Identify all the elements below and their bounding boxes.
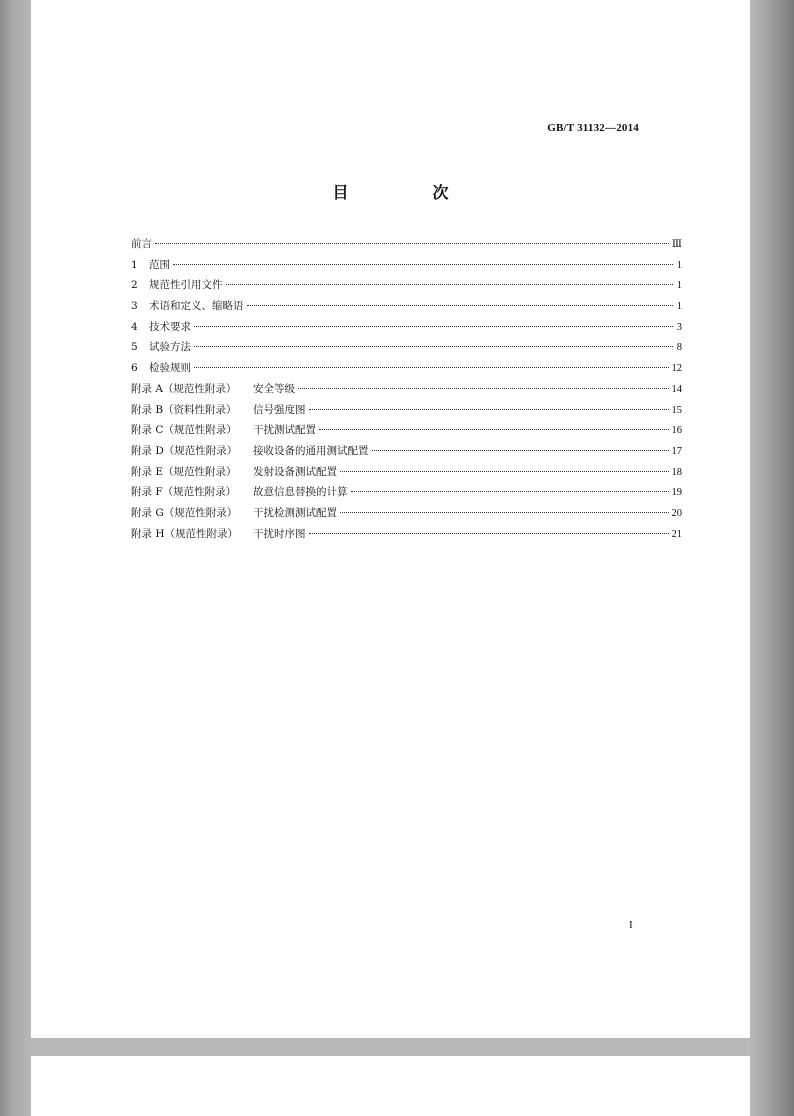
toc-entry[interactable]	[131, 234, 682, 255]
toc-entry-page: 19	[671, 487, 682, 499]
toc-entry-page: 8	[676, 342, 682, 354]
toc-entry-label: 信号强度图	[253, 403, 306, 416]
dot-leader	[340, 512, 669, 513]
dot-leader	[351, 491, 669, 492]
toc-entry-label: 规范性引用文件	[149, 279, 223, 292]
toc-entry[interactable]	[131, 482, 682, 503]
toc-entry[interactable]	[131, 379, 682, 400]
dot-leader	[309, 533, 669, 534]
dot-leader	[298, 388, 669, 389]
toc-entry-page: 12	[671, 363, 682, 375]
dot-leader	[194, 346, 673, 347]
toc-entry[interactable]	[131, 317, 682, 338]
dot-leader	[340, 471, 669, 472]
toc-entry-number: 5	[131, 341, 138, 354]
toc-entry-appendix: 附录 A（规范性附录）	[131, 382, 237, 395]
toc-entry-page: 18	[671, 466, 682, 478]
dot-leader	[155, 243, 669, 244]
toc-entry-appendix: 附录 H（规范性附录）	[131, 527, 238, 540]
dot-leader	[226, 284, 674, 285]
toc-entry[interactable]	[131, 503, 682, 524]
toc-entry-label: 干扰测试配置	[253, 424, 316, 437]
dot-leader	[194, 367, 669, 368]
toc-entry-page: Ⅲ	[671, 239, 682, 250]
toc-entry-page: 1	[676, 301, 682, 313]
toc-entry-label: 安全等级	[253, 382, 295, 395]
toc-entry-label: 发射设备测试配置	[253, 465, 337, 478]
toc-entry-appendix: 附录 E（规范性附录）	[131, 465, 237, 478]
toc-list	[131, 234, 682, 544]
dot-leader	[194, 326, 673, 327]
toc-entry-number: 3	[131, 300, 138, 313]
toc-entry-appendix: 附录 G（规范性附录）	[131, 506, 238, 519]
toc-entry[interactable]	[131, 462, 682, 483]
toc-entry-appendix: 附录 C（规范性附录）	[131, 424, 237, 437]
toc-entry-label: 前言	[131, 238, 152, 250]
toc-entry[interactable]	[131, 255, 682, 276]
toc-entry-appendix: 附录 D（规范性附录）	[131, 444, 238, 457]
standard-code: GB/T 31132—2014	[547, 122, 639, 134]
toc-entry-number: 6	[131, 362, 138, 375]
toc-entry-label: 术语和定义、缩略语	[149, 300, 244, 313]
toc-entry-page: 20	[671, 507, 682, 519]
toc-entry[interactable]	[131, 358, 682, 379]
toc-entry-label: 范围	[149, 258, 170, 271]
toc-entry-page: 14	[671, 383, 682, 395]
toc-entry-page: 1	[676, 259, 682, 271]
toc-entry-number: 2	[131, 279, 138, 292]
toc-entry[interactable]	[131, 296, 682, 317]
toc-entry-number: 1	[131, 258, 138, 271]
next-page-edge	[31, 1056, 750, 1116]
toc-entry-label: 故意信息替换的计算	[253, 486, 348, 499]
toc-title: 目 次	[332, 183, 483, 202]
toc-entry-appendix: 附录 F（规范性附录）	[131, 486, 237, 499]
dot-leader	[319, 429, 669, 430]
toc-entry[interactable]	[131, 420, 682, 441]
toc-entry[interactable]	[131, 275, 682, 296]
toc-entry-label: 试验方法	[149, 341, 191, 354]
dot-leader	[173, 264, 673, 265]
toc-entry-page: 15	[671, 404, 682, 416]
toc-entry-page: 17	[671, 445, 682, 457]
toc-entry-appendix: 附录 B（资料性附录）	[131, 403, 237, 416]
toc-entry[interactable]	[131, 400, 682, 421]
toc-entry-label: 检验规则	[149, 362, 191, 375]
page-number: I	[629, 919, 633, 931]
toc-entry-page: 1	[676, 280, 682, 292]
toc-entry[interactable]	[131, 524, 682, 545]
toc-entry-label: 干扰时序图	[253, 527, 306, 540]
toc-entry-label: 干扰检测测试配置	[253, 506, 337, 519]
toc-entry[interactable]	[131, 441, 682, 462]
toc-entry-number: 4	[131, 320, 138, 333]
toc-entry-label: 接收设备的通用测试配置	[253, 444, 369, 457]
toc-entry-page: 21	[671, 528, 682, 540]
document-page	[31, 0, 750, 1038]
toc-entry-label: 技术要求	[149, 320, 191, 333]
dot-leader	[372, 450, 669, 451]
toc-entry-page: 16	[671, 425, 682, 437]
toc-entry-page: 3	[676, 321, 682, 333]
dot-leader	[309, 409, 669, 410]
dot-leader	[247, 305, 674, 306]
toc-entry[interactable]	[131, 337, 682, 358]
